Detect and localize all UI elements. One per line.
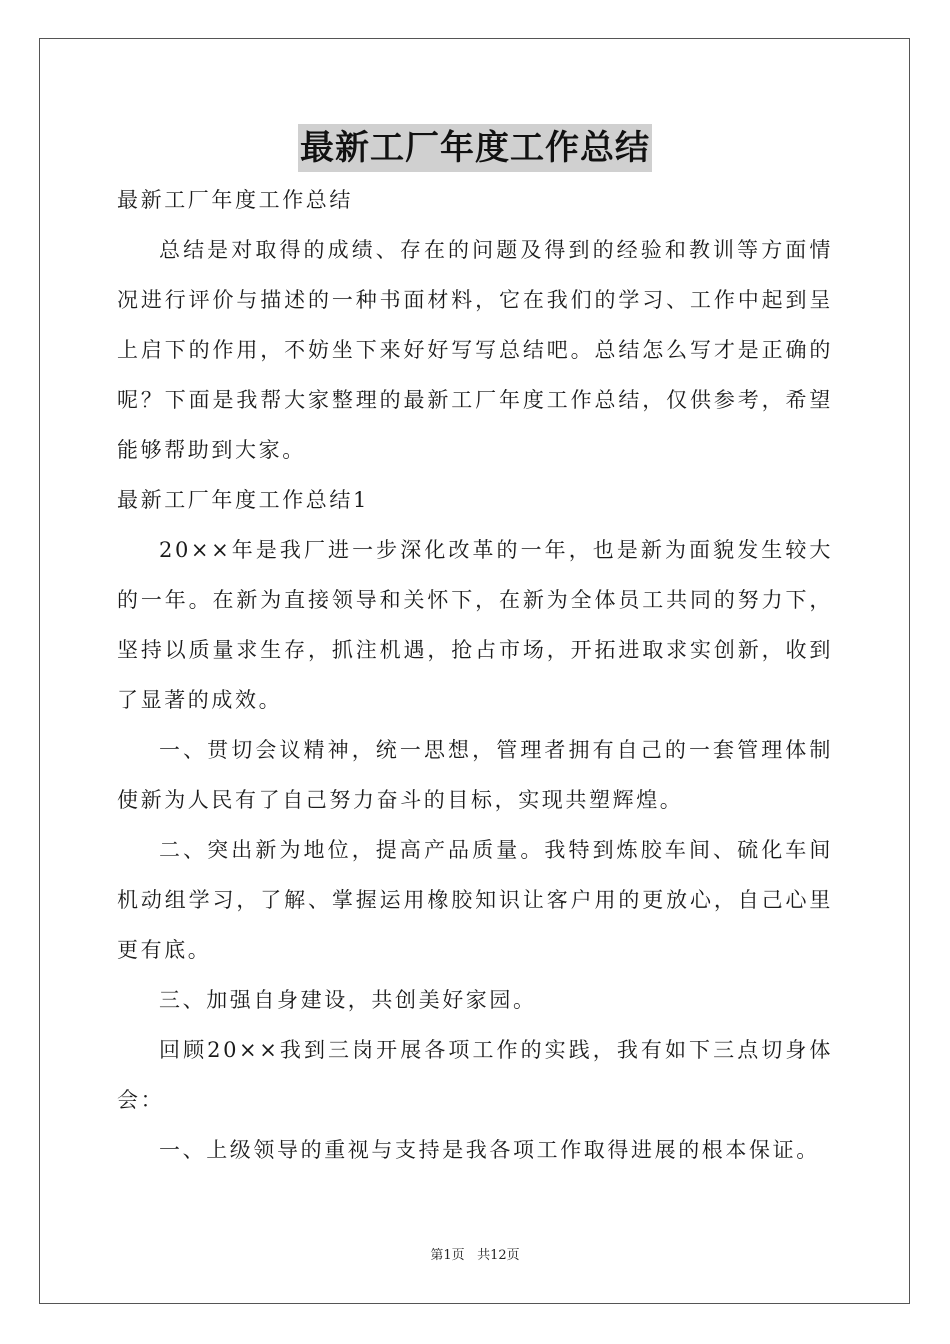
body-paragraph: 二、突出新为地位，提高产品质量。我特到炼胶车间、硫化车间机动组学习，了解、掌握运用橡胶知识让客户用的更放心，自己心里更有底。 [117,838,833,962]
document-body [117,175,833,1175]
subtitle-paragraph: 最新工厂年度工作总结 [117,188,353,212]
body-paragraph: 20××年是我厂进一步深化改革的一年，也是新为面貌发生较大的一年。在新为直接领导和关怀下，在新为全体员工共同的努力下，坚持以质量求生存，抓注机遇，抢占市场，开拓进取求实创新，收到了显著的成效。 [117,538,833,712]
section-heading: 最新工厂年度工作总结1 [117,488,369,512]
page-footer [0,1246,950,1266]
intro-paragraph: 总结是对取得的成绩、存在的问题及得到的经验和教训等方面情况进行评价与描述的一种书面材料，它在我们的学习、工作中起到呈上启下的作用，不妨坐下来好好写写总结吧。总结怎么写才是正确的呢？下面是我帮大家整理的最新工厂年度工作总结，仅供参考，希望能够帮助到大家。 [117,238,833,462]
document-title: 最新工厂年度工作总结 [298,124,652,172]
title-wrap [0,124,950,172]
body-paragraph: 回顾20××我到三岗开展各项工作的实践，我有如下三点切身体会： [117,1038,833,1112]
body-paragraph: 一、贯切会议精神，统一思想，管理者拥有自己的一套管理体制使新为人民有了自己努力奋斗的目标，实现共塑辉煌。 [117,738,833,812]
body-paragraph: 三、加强自身建设，共创美好家园。 [159,988,537,1012]
body-paragraph: 一、上级领导的重视与支持是我各项工作取得进展的根本保证。 [159,1138,820,1162]
current-page-label: 第1页 [430,1248,465,1263]
total-pages-label: 共12页 [477,1248,520,1263]
